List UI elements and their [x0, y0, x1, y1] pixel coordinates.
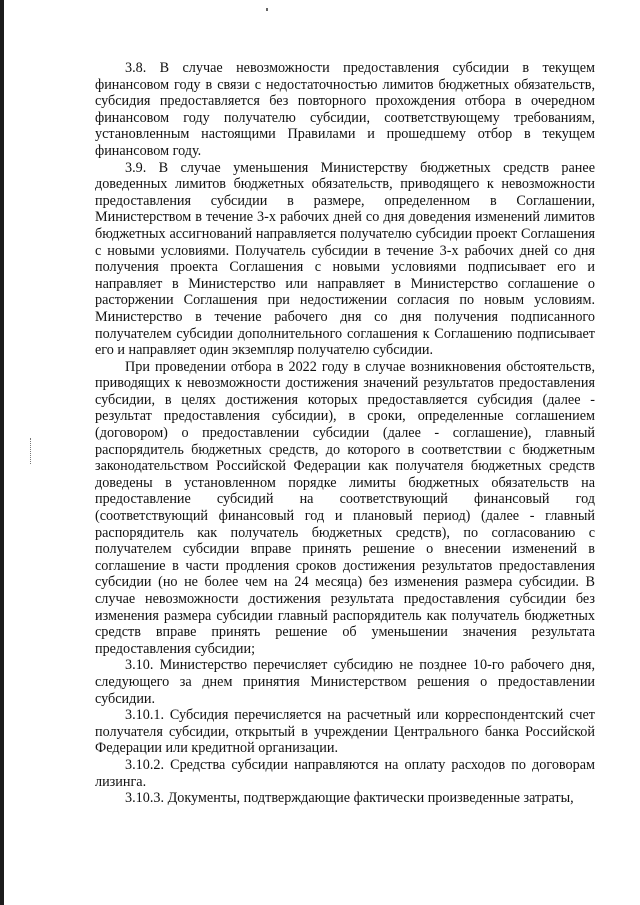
paragraph-3-10-3: 3.10.3. Документы, подтверждающие фактически произведенные затраты, — [125, 790, 574, 807]
paragraph-selection-2022: При проведении отбора в 2022 году в случае возникновения обстоятельств, приводящих к невозможности достижения значений результатов предоставления субсидии, в целях достижения которых предоставляется субсидия (далее - результат предоставления субсидии), в сроки, определенные соглашением (договором) о предоставлении субсидии (далее - соглашение), главный распорядитель бюджетных средств, до которого в соответствии с бюджетным законодательством Российской Федерации как получателя бюджетных средств доведены в установленном порядке лимиты бюджетных обязательств на предоставление субсидий на соответствующий финансовый год (соответствующий финансовый год и плановый период) (далее - главный распорядитель как получатель бюджетных средств), по согласованию с получателем субсидии вправе принять решение о внесении изменений в соглашение в части продления сроков достижения результатов предоставления субсидии (но не более чем на 24 месяца) без изменения размера субсидии. В случае невозможности достижения результата предоставления субсидии без изменения размера субсидии главный распорядитель как получатель бюджетных средств вправе принять решение об уменьшении значения результата предоставления субсидии; — [95, 358, 595, 657]
scan-left-edge — [0, 0, 4, 905]
paragraph-3-9: 3.9. В случае уменьшения Министерству бюджетных средств ранее доведенных лимитов бюджетных обязательств, приводящего к невозможности предоставления субсидии в размере, определенном в Соглашении, Министерством в течение 3-х рабочих дней со дня доведения изменений лимитов бюджетных ассигнований направляется получателю субсидии проект Соглашения с новыми условиями. Получатель субсидии в течение 3-х рабочих дней со дня получения проекта Соглашения с новыми условиями подписывает его и направляет в Министерство или направляет в Министерство соглашение о расторжении Соглашения при недостижении согласия по новым условиям. Министерство в течение рабочего дня со дня получения подписанного получателем субсидии дополнительного соглашения к Соглашению подписывает его и направляет один экземпляр получателю субсидии. — [95, 159, 595, 359]
paragraph-3-8: 3.8. В случае невозможности предоставления субсидии в текущем финансовом году в связи с недостаточностью лимитов бюджетных обязательств, субсидия предоставляется без повторного прохождения отбора в очередном финансовом году получателю субсидии, соответствующему требованиям, установленным настоящими Правилами и прошедшему отбор в текущем финансовом году. — [95, 60, 595, 159]
scan-speck — [266, 8, 268, 11]
paragraph-3-10: 3.10. Министерство перечисляет субсидию не позднее 10-го рабочего дня, следующего за днем принятия Министерством решения о предоставлении субсидии. — [95, 657, 595, 707]
scan-margin-mark — [30, 438, 33, 464]
paragraph-3-10-2: 3.10.2. Средства субсидии направляются на оплату расходов по договорам лизинга. — [95, 756, 595, 790]
document-body — [95, 60, 595, 807]
paragraph-3-10-1: 3.10.1. Субсидия перечисляется на расчетный или корреспондентский счет получателя субсидии, открытый в учреждении Центрального банка Российской Федерации или кредитной организации. — [95, 707, 595, 757]
